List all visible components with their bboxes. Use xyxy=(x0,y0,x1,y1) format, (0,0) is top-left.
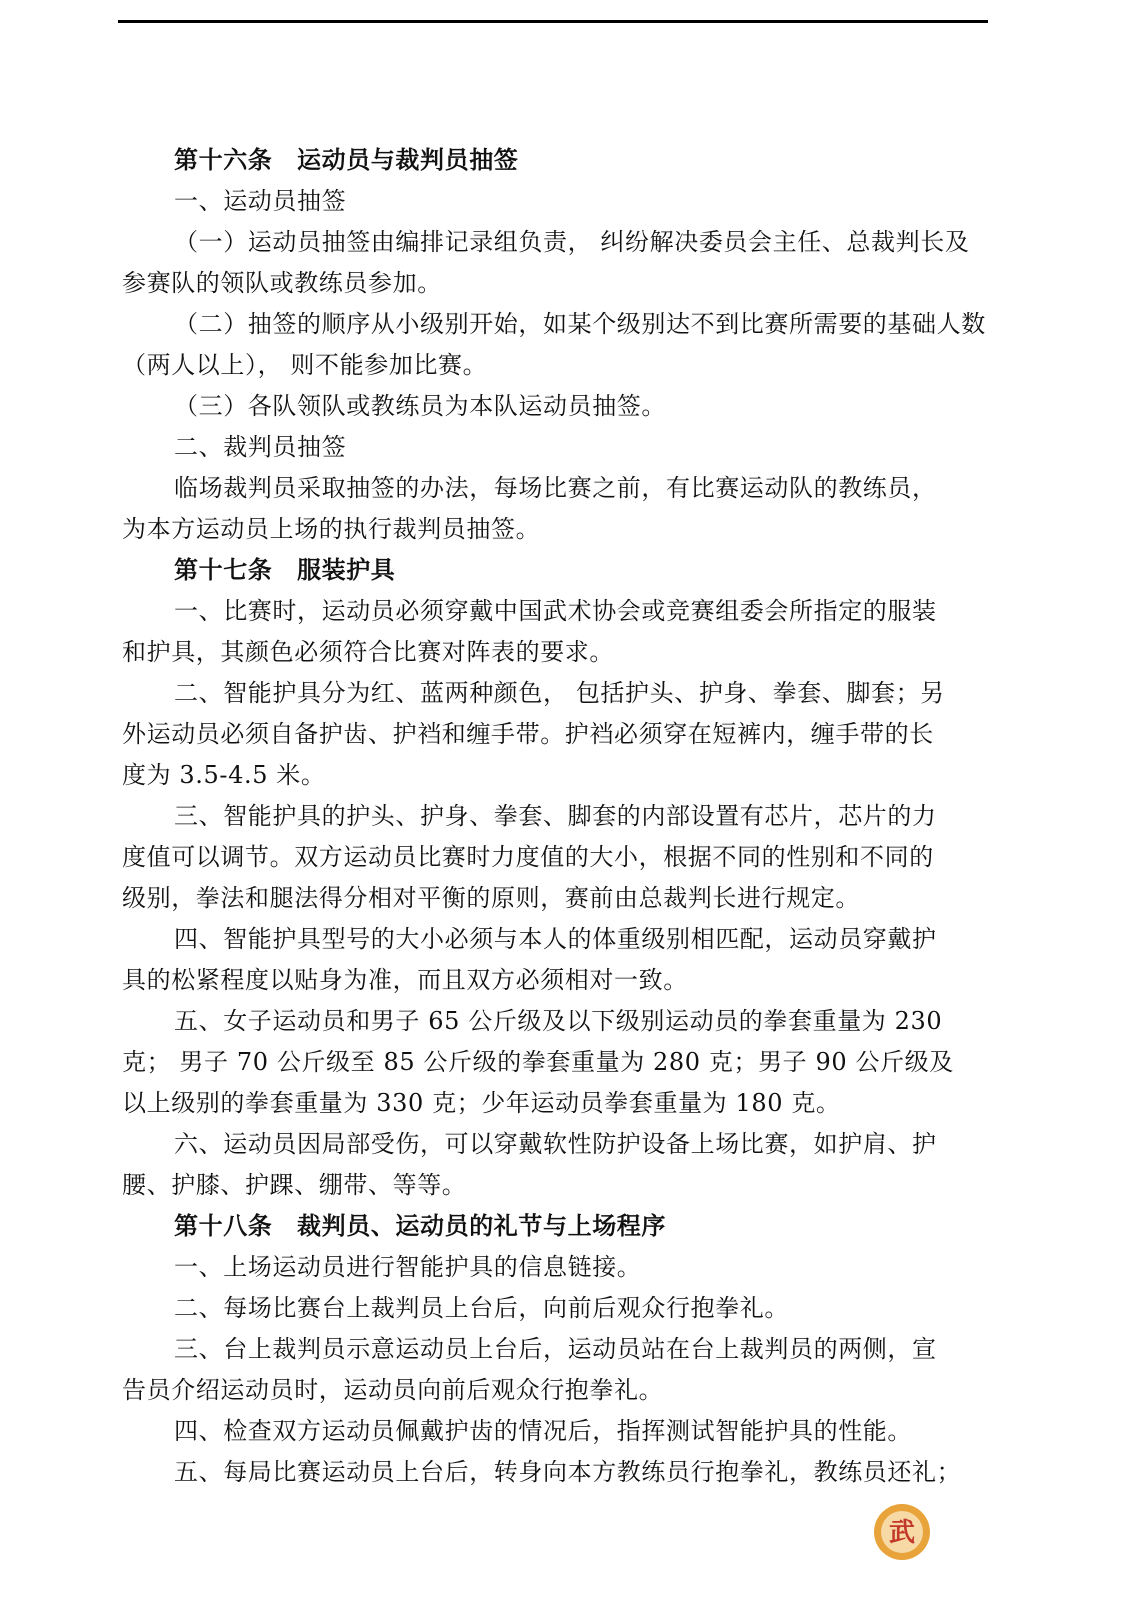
paragraph-line: 腰、护膝、护踝、绷带、等等。 xyxy=(122,1171,467,1199)
paragraph-line: 级别，拳法和腿法得分相对平衡的原则，赛前由总裁判长进行规定。 xyxy=(122,884,860,912)
paragraph-line: 度值可以调节。双方运动员比赛时力度值的大小，根据不同的性别和不同的 xyxy=(122,843,934,871)
paragraph-line: 为本方运动员上场的执行裁判员抽签。 xyxy=(122,515,541,543)
paragraph-line: 临场裁判员采取抽签的办法，每场比赛之前，有比赛运动队的教练员， xyxy=(174,474,937,502)
paragraph-line: 五、女子运动员和男子 65 公斤级及以下级别运动员的拳套重量为 230 xyxy=(174,1007,943,1035)
paragraph-line: 二、裁判员抽签 xyxy=(174,433,347,461)
paragraph-line: 四、智能护具型号的大小必须与本人的体重级别相匹配，运动员穿戴护 xyxy=(174,925,937,953)
paragraph-line: 以上级别的拳套重量为 330 克；少年运动员拳套重量为 180 克。 xyxy=(122,1089,841,1117)
paragraph-line: 具的松紧程度以贴身为准，而且双方必须相对一致。 xyxy=(122,966,688,994)
svg-text:武: 武 xyxy=(888,1518,916,1548)
paragraph-line: 三、台上裁判员示意运动员上台后，运动员站在台上裁判员的两侧，宣 xyxy=(174,1335,937,1363)
paragraph-line: 克； 男子 70 公斤级至 85 公斤级的拳套重量为 280 克；男子 90 公斤级及 xyxy=(122,1048,954,1076)
paragraph-line: （两人以上）， 则不能参加比赛。 xyxy=(122,351,488,379)
paragraph-line: 参赛队的领队或教练员参加。 xyxy=(122,269,442,297)
paragraph-line: （三）各队领队或教练员为本队运动员抽签。 xyxy=(174,392,666,420)
paragraph-line: 外运动员必须自备护齿、护裆和缠手带。护裆必须穿在短裤内，缠手带的长 xyxy=(122,720,934,748)
wushu-emblem-icon xyxy=(872,1502,932,1562)
article-heading: 第十七条 服装护具 xyxy=(174,556,396,584)
paragraph-line: 告员介绍运动员时，运动员向前后观众行抱拳礼。 xyxy=(122,1376,664,1404)
paragraph-line: （一）运动员抽签由编排记录组负责， 纠纷解决委员会主任、总裁判长及 xyxy=(174,228,970,256)
paragraph-line: 六、运动员因局部受伤，可以穿戴软性防护设备上场比赛，如护肩、护 xyxy=(174,1130,937,1158)
paragraph-line: 四、检查双方运动员佩戴护齿的情况后，指挥测试智能护具的性能。 xyxy=(174,1417,912,1445)
header-rule xyxy=(118,20,988,23)
paragraph-line: 三、智能护具的护头、护身、拳套、脚套的内部设置有芯片，芯片的力 xyxy=(174,802,937,830)
paragraph-line: （二）抽签的顺序从小级别开始，如某个级别达不到比赛所需要的基础人数 xyxy=(174,310,986,338)
paragraph-line: 五、每局比赛运动员上台后，转身向本方教练员行抱拳礼，教练员还礼； xyxy=(174,1458,962,1486)
article-heading: 第十八条 裁判员、运动员的礼节与上场程序 xyxy=(174,1212,666,1240)
paragraph-line: 一、比赛时，运动员必须穿戴中国武术协会或竞赛组委会所指定的服装 xyxy=(174,597,937,625)
article-heading: 第十六条 运动员与裁判员抽签 xyxy=(174,146,519,174)
paragraph-line: 和护具，其颜色必须符合比赛对阵表的要求。 xyxy=(122,638,614,666)
paragraph-line: 一、运动员抽签 xyxy=(174,187,347,215)
paragraph-line: 二、智能护具分为红、蓝两种颜色， 包括护头、护身、拳套、脚套；另 xyxy=(174,679,945,707)
paragraph-line: 度为 3.5-4.5 米。 xyxy=(122,761,326,789)
paragraph-line: 二、每场比赛台上裁判员上台后，向前后观众行抱拳礼。 xyxy=(174,1294,789,1322)
paragraph-line: 一、上场运动员进行智能护具的信息链接。 xyxy=(174,1253,642,1281)
document-body xyxy=(122,140,988,1493)
